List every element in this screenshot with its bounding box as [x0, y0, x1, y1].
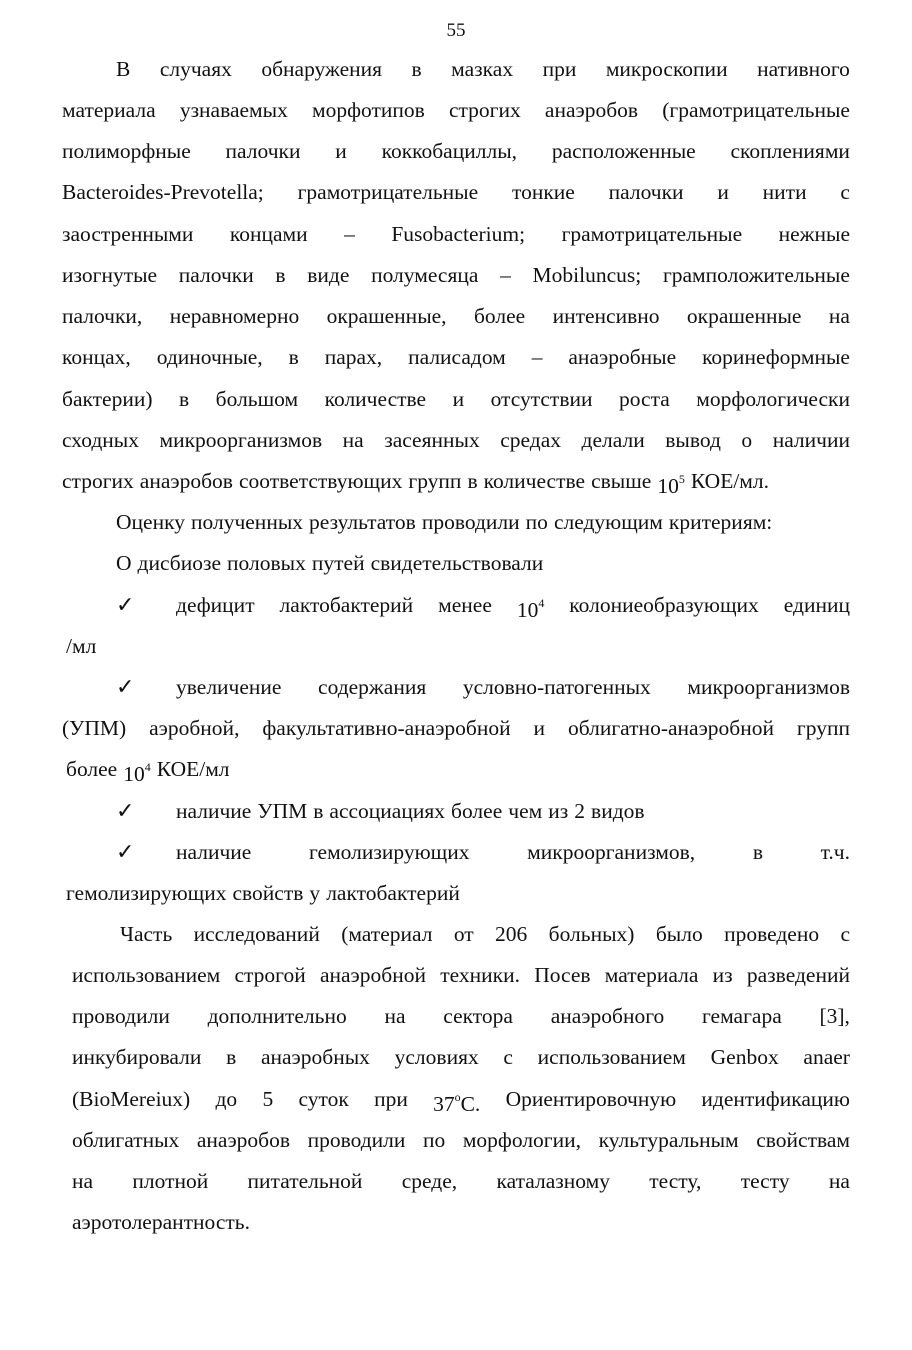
text-line: сходных микроорганизмов на засеянных средах делали вывод о наличии [62, 428, 850, 452]
text-line: концах, одиночные, в парах, палисадом – анаэробные коринеформные [62, 345, 850, 369]
text-line: на плотной питательной среде, каталазному тесту, тесту на [72, 1169, 850, 1193]
text-line: строгих анаэробов соответствующих групп в количестве свыше $10^5$ КОЕ/мл. [62, 469, 770, 499]
text-line: наличие УПМ в ассоциациях более чем из 2 видов [176, 799, 645, 823]
text-line: материала узнаваемых морфотипов строгих анаэробов (грамотрицательные [62, 98, 850, 122]
text-line: проводили дополнительно на сектора анаэробного гемагара [3], [72, 1004, 850, 1028]
text-line: Оценку полученных результатов проводили по следующим критериям: [116, 510, 773, 534]
text-line: увеличение содержания условно-патогенных микроорганизмов [176, 675, 850, 699]
page-number: 55 [446, 20, 466, 41]
text-line: полиморфные палочки и коккобациллы, расположенные скоплениями [62, 139, 850, 163]
text-line: дефицит лактобактерий менее $10^4$ колониеобразующих единиц [176, 593, 850, 623]
text-line: (BioMereiux) до 5 суток при 37$^o$C. Ориентировочную идентификацию [72, 1087, 850, 1117]
text-line: наличие гемолизирующих микроорганизмов, в т.ч. [176, 840, 850, 864]
text-line: использованием строгой анаэробной техники. Посев материала из разведений [72, 963, 850, 987]
text-line: О дисбиозе половых путей свидетельствовали [116, 551, 544, 575]
text-line: более $10^4$ КОЕ/мл [66, 757, 230, 787]
text-line: В случаях обнаружения в мазках при микроскопии нативного [116, 57, 850, 81]
text-line: бактерии) в большом количестве и отсутствии роста морфологически [62, 387, 850, 411]
checkmark-icon: ✓ [116, 674, 135, 699]
text-line: палочки, неравномерно окрашенные, более интенсивно окрашенные на [62, 304, 850, 328]
text-line: Часть исследований (материал от 206 больных) было проведено с [120, 922, 850, 946]
text-line: инкубировали в анаэробных условиях с использованием Genbox anaer [72, 1045, 850, 1069]
checkmark-icon: ✓ [116, 798, 135, 823]
text-line: (УПМ) аэробной, факультативно-анаэробной и облигатно-анаэробной групп [62, 716, 850, 740]
text-line: заостренными концами – Fusobacterium; грамотрицательные нежные [62, 222, 850, 246]
text-line: аэротолерантность. [72, 1210, 250, 1234]
text-line: гемолизирующих свойств у лактобактерий [66, 881, 460, 905]
checkmark-icon: ✓ [116, 592, 135, 617]
text-line: Bacteroides-Prevotella; грамотрицательные тонкие палочки и нити с [62, 180, 850, 204]
text-line: /мл [66, 634, 97, 658]
checkmark-icon: ✓ [116, 839, 135, 864]
text-line: изогнутые палочки в виде полумесяца – Mobiluncus; грамположительные [62, 263, 850, 287]
text-line: облигатных анаэробов проводили по морфологии, культуральным свойствам [72, 1128, 850, 1152]
